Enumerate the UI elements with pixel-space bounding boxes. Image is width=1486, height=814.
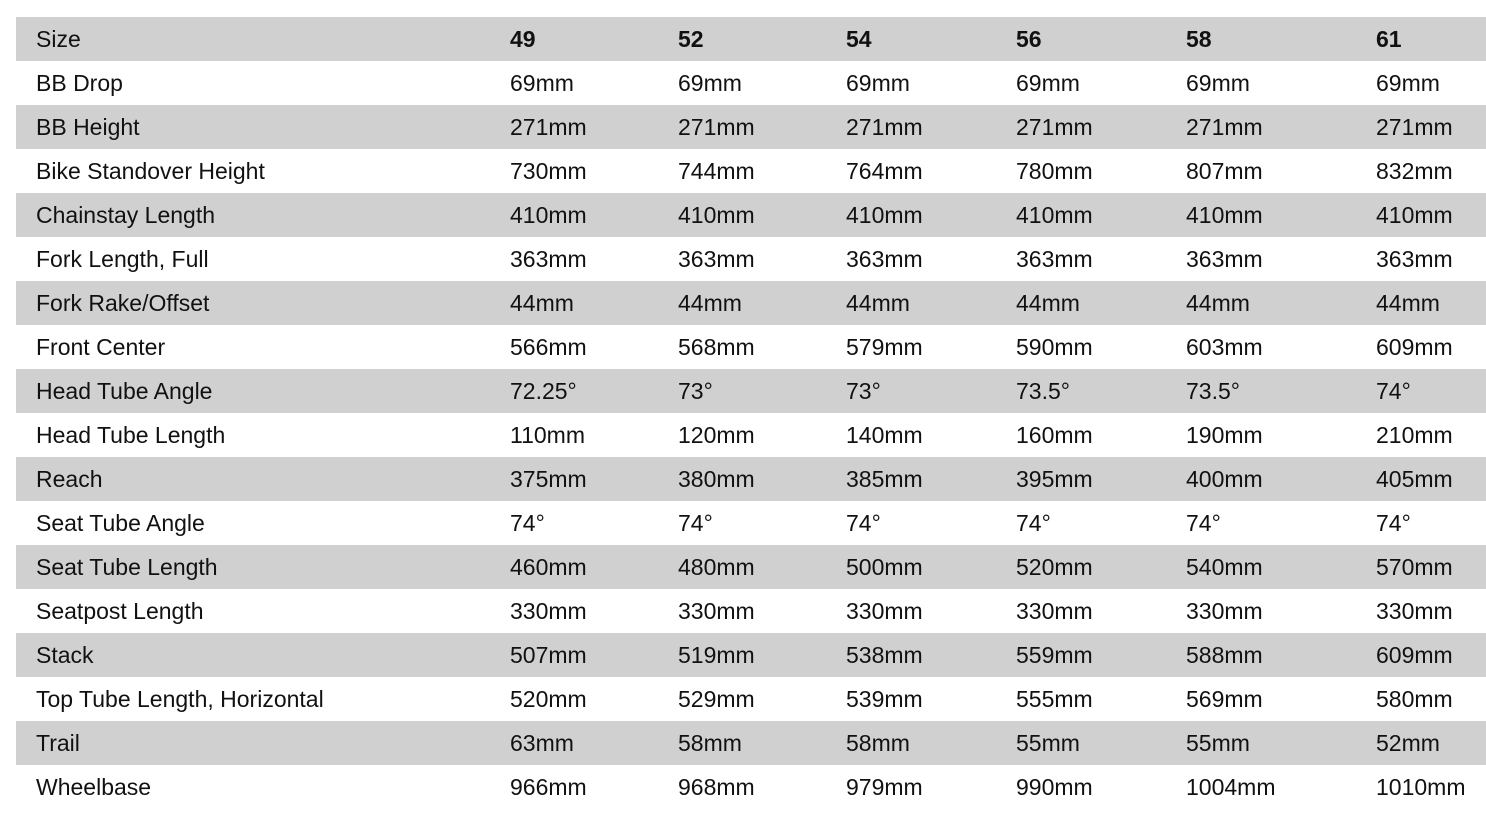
table-row xyxy=(16,369,1486,413)
table-cell: 410mm xyxy=(678,202,755,228)
table-cell: 519mm xyxy=(678,642,755,668)
table-cell: 72.25° xyxy=(510,378,577,404)
table-cell: 74° xyxy=(846,510,881,536)
table-cell: 520mm xyxy=(1016,554,1093,580)
table-cell: 590mm xyxy=(1016,334,1093,360)
table-cell: 410mm xyxy=(510,202,587,228)
table-cell: 74° xyxy=(1376,510,1411,536)
row-label: Top Tube Length, Horizontal xyxy=(36,686,324,712)
table-cell: 58mm xyxy=(678,730,742,756)
table-cell: 271mm xyxy=(1186,114,1263,140)
row-label: Trail xyxy=(36,730,80,756)
table-cell: 559mm xyxy=(1016,642,1093,668)
table-row xyxy=(16,457,1486,501)
table-cell: 69mm xyxy=(1016,70,1080,96)
table-cell: 375mm xyxy=(510,466,587,492)
table-cell: 990mm xyxy=(1016,774,1093,800)
table-cell: 780mm xyxy=(1016,158,1093,184)
table-body xyxy=(16,61,1486,809)
table-row xyxy=(16,149,1486,193)
row-label: Seat Tube Angle xyxy=(36,510,205,536)
row-label: Chainstay Length xyxy=(36,202,216,228)
table-cell: 74° xyxy=(1376,378,1411,404)
table-cell: 69mm xyxy=(1376,70,1440,96)
table-cell: 271mm xyxy=(510,114,587,140)
table-cell: 74° xyxy=(510,510,545,536)
table-cell: 69mm xyxy=(510,70,574,96)
table-cell: 63mm xyxy=(510,730,574,756)
table-cell: 569mm xyxy=(1186,686,1263,712)
table-cell: 603mm xyxy=(1186,334,1263,360)
header-size-58: 58 xyxy=(1186,26,1212,52)
table-cell: 566mm xyxy=(510,334,587,360)
header-size-49: 49 xyxy=(510,26,536,52)
row-label: Fork Length, Full xyxy=(36,246,209,272)
table-row xyxy=(16,633,1486,677)
table-cell: 73° xyxy=(846,378,881,404)
header-size-label: Size xyxy=(36,26,81,52)
table-cell: 73° xyxy=(678,378,713,404)
table-cell: 588mm xyxy=(1186,642,1263,668)
table-cell: 968mm xyxy=(678,774,755,800)
table-cell: 410mm xyxy=(846,202,923,228)
row-label: Seat Tube Length xyxy=(36,554,218,580)
row-label: Reach xyxy=(36,466,103,492)
table-cell: 807mm xyxy=(1186,158,1263,184)
table-cell: 52mm xyxy=(1376,730,1440,756)
table-cell: 500mm xyxy=(846,554,923,580)
row-label: Bike Standover Height xyxy=(36,158,265,184)
geometry-table-container xyxy=(16,17,1486,809)
table-cell: 410mm xyxy=(1186,202,1263,228)
table-cell: 744mm xyxy=(678,158,755,184)
table-cell: 410mm xyxy=(1016,202,1093,228)
table-cell: 609mm xyxy=(1376,334,1453,360)
table-cell: 609mm xyxy=(1376,642,1453,668)
table-cell: 507mm xyxy=(510,642,587,668)
table-cell: 190mm xyxy=(1186,422,1263,448)
table-row xyxy=(16,721,1486,765)
table-cell: 539mm xyxy=(846,686,923,712)
row-label: Head Tube Angle xyxy=(36,378,213,404)
table-cell: 210mm xyxy=(1376,422,1453,448)
table-cell: 73.5° xyxy=(1016,378,1070,404)
table-cell: 44mm xyxy=(1016,290,1080,316)
table-cell: 1010mm xyxy=(1376,774,1466,800)
table-cell: 74° xyxy=(1186,510,1221,536)
table-cell: 330mm xyxy=(846,598,923,624)
table-cell: 579mm xyxy=(846,334,923,360)
table-cell: 529mm xyxy=(678,686,755,712)
table-row xyxy=(16,413,1486,457)
table-cell: 44mm xyxy=(678,290,742,316)
table-cell: 363mm xyxy=(1376,246,1453,272)
table-cell: 480mm xyxy=(678,554,755,580)
table-cell: 69mm xyxy=(1186,70,1250,96)
row-label: Seatpost Length xyxy=(36,598,204,624)
table-cell: 730mm xyxy=(510,158,587,184)
table-cell: 44mm xyxy=(846,290,910,316)
table-cell: 363mm xyxy=(678,246,755,272)
table-cell: 570mm xyxy=(1376,554,1453,580)
table-cell: 120mm xyxy=(678,422,755,448)
table-cell: 1004mm xyxy=(1186,774,1276,800)
table-cell: 44mm xyxy=(1376,290,1440,316)
table-cell: 44mm xyxy=(510,290,574,316)
table-cell: 74° xyxy=(1016,510,1051,536)
table-cell: 568mm xyxy=(678,334,755,360)
table-cell: 330mm xyxy=(1376,598,1453,624)
table-cell: 460mm xyxy=(510,554,587,580)
table-row xyxy=(16,545,1486,589)
table-cell: 271mm xyxy=(1016,114,1093,140)
table-row xyxy=(16,281,1486,325)
table-cell: 395mm xyxy=(1016,466,1093,492)
geometry-table xyxy=(16,17,1486,809)
table-cell: 55mm xyxy=(1186,730,1250,756)
table-cell: 160mm xyxy=(1016,422,1093,448)
table-cell: 400mm xyxy=(1186,466,1263,492)
table-cell: 410mm xyxy=(1376,202,1453,228)
table-cell: 55mm xyxy=(1016,730,1080,756)
row-label: Head Tube Length xyxy=(36,422,226,448)
table-cell: 520mm xyxy=(510,686,587,712)
table-row xyxy=(16,677,1486,721)
table-cell: 966mm xyxy=(510,774,587,800)
table-cell: 363mm xyxy=(1016,246,1093,272)
header-size-54: 54 xyxy=(846,26,872,52)
table-row xyxy=(16,193,1486,237)
row-label: Front Center xyxy=(36,334,166,360)
table-cell: 540mm xyxy=(1186,554,1263,580)
row-label: Fork Rake/Offset xyxy=(36,290,210,316)
header-size-61: 61 xyxy=(1376,26,1402,52)
header-size-56: 56 xyxy=(1016,26,1042,52)
table-cell: 764mm xyxy=(846,158,923,184)
row-label: Wheelbase xyxy=(36,774,152,800)
table-cell: 44mm xyxy=(1186,290,1250,316)
table-cell: 538mm xyxy=(846,642,923,668)
table-cell: 69mm xyxy=(846,70,910,96)
header-size-52: 52 xyxy=(678,26,704,52)
table-cell: 363mm xyxy=(1186,246,1263,272)
table-header-row xyxy=(16,17,1486,61)
table-cell: 69mm xyxy=(678,70,742,96)
table-cell: 110mm xyxy=(510,422,585,448)
table-cell: 385mm xyxy=(846,466,923,492)
table-row xyxy=(16,105,1486,149)
table-cell: 271mm xyxy=(678,114,755,140)
table-cell: 979mm xyxy=(846,774,923,800)
table-cell: 271mm xyxy=(846,114,923,140)
table-cell: 380mm xyxy=(678,466,755,492)
table-row xyxy=(16,237,1486,281)
table-row xyxy=(16,765,1486,809)
table-cell: 330mm xyxy=(678,598,755,624)
table-cell: 74° xyxy=(678,510,713,536)
table-row xyxy=(16,589,1486,633)
table-cell: 555mm xyxy=(1016,686,1093,712)
table-cell: 330mm xyxy=(1186,598,1263,624)
table-cell: 330mm xyxy=(1016,598,1093,624)
table-cell: 140mm xyxy=(846,422,923,448)
table-cell: 271mm xyxy=(1376,114,1453,140)
table-row xyxy=(16,61,1486,105)
table-row xyxy=(16,501,1486,545)
table-cell: 363mm xyxy=(846,246,923,272)
table-cell: 580mm xyxy=(1376,686,1453,712)
table-cell: 73.5° xyxy=(1186,378,1240,404)
table-cell: 405mm xyxy=(1376,466,1453,492)
table-cell: 363mm xyxy=(510,246,587,272)
table-cell: 330mm xyxy=(510,598,587,624)
row-label: BB Drop xyxy=(36,70,123,96)
row-label: BB Height xyxy=(36,114,140,140)
table-row xyxy=(16,325,1486,369)
table-cell: 832mm xyxy=(1376,158,1453,184)
table-cell: 58mm xyxy=(846,730,910,756)
row-label: Stack xyxy=(36,642,94,668)
